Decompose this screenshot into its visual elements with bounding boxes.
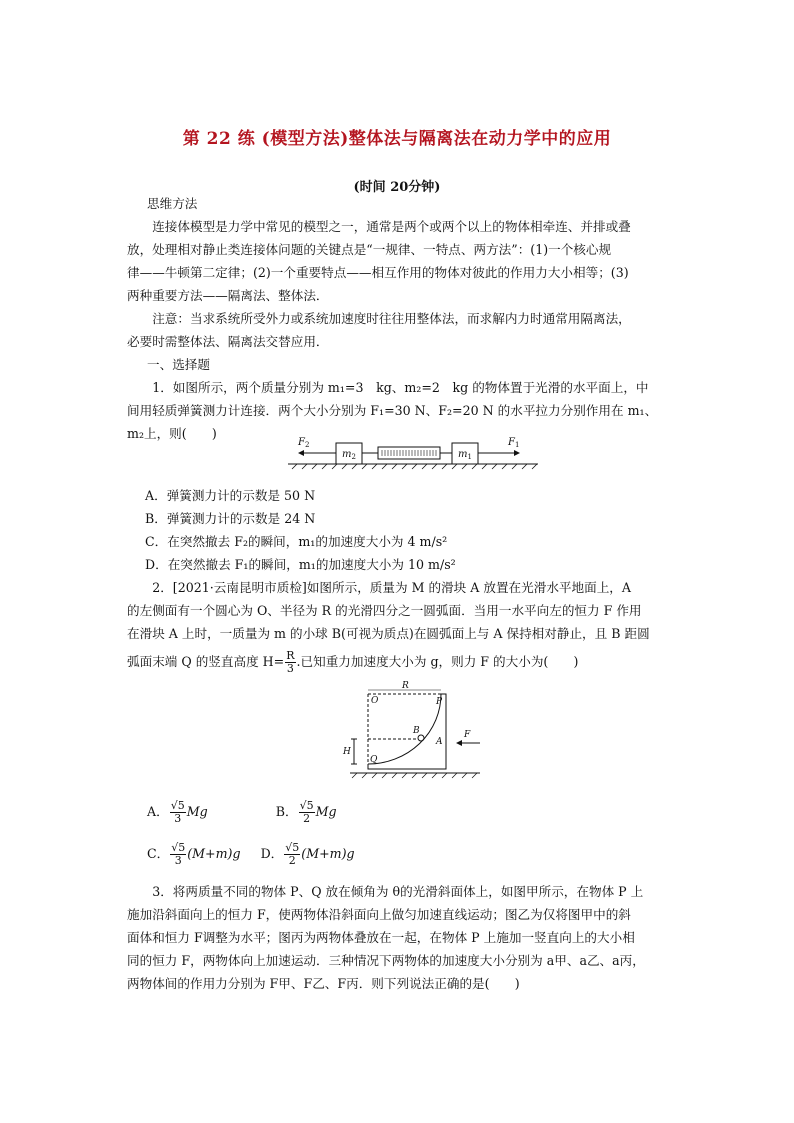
svg-text:F1	[507, 437, 519, 449]
q2-line4-a: 弧面末端 Q 的竖直高度 H=	[127, 654, 285, 669]
frac-num: √5	[285, 841, 300, 854]
q3-stem-line: 同的恒力 F，两物体向上加速运动．三种情况下两物体的加速度大小分别为 a甲、a乙、a丙，	[127, 953, 645, 968]
q2-options-row2	[147, 842, 355, 867]
q2-figure	[340, 681, 490, 781]
q2-line4-b: .已知重力加速度大小为 g，则力 F 的大小为( )	[296, 654, 579, 669]
label-a: A	[436, 737, 443, 747]
label-m1: m	[458, 449, 468, 460]
label-f1: F	[508, 437, 515, 448]
frac-num: √5	[170, 799, 185, 812]
label-p: P	[436, 697, 443, 707]
note-line: 注意：当求系统所受外力或系统加速度时往往用整体法，而求解内力时通常用隔离法，	[152, 311, 631, 326]
opt-expr: Mg	[315, 804, 337, 819]
q2-stem-line: 的左侧面有一个圆心为 O、半径为 R 的光滑四分之一圆弧面．当用一水平向左的恒力 F 作用	[127, 603, 642, 618]
label-f2: F	[298, 437, 305, 448]
intro-para-line: 两种重要方法——隔离法、整体法．	[127, 288, 329, 303]
frac-den: 2	[303, 812, 311, 825]
opt-label: D．	[260, 846, 284, 861]
svg-text:m2	[342, 449, 356, 461]
intro-section	[127, 192, 667, 445]
q2-option-d	[260, 841, 355, 867]
q3-stem-line: 3．将两质量不同的物体 P、Q 放在倾角为 θ的光滑斜面体上，如图甲所示，在物体 P 上	[152, 884, 644, 899]
opt-expr: (M+m)g	[187, 846, 241, 861]
q2-option-a	[147, 799, 208, 825]
opt-expr: (M+m)g	[301, 846, 355, 861]
frac-den: 2	[288, 854, 296, 867]
q3-stem-line: 施加沿斜面向上的恒力 F，使两物体沿斜面向上做匀加速直线运动；图乙为仅将图甲中的斜	[127, 907, 631, 922]
block-a-outline	[368, 694, 446, 769]
frac-den: 3	[174, 854, 182, 867]
q2-option-c	[147, 841, 241, 867]
q2-options-row1	[147, 800, 337, 825]
time-subtitle: (时间 20分钟)	[353, 180, 441, 195]
intro-para-line: 律——牛顿第二定律；(2)一个重要特点——相互作用的物体对彼此的作用力大小相等；(3)	[127, 265, 629, 280]
label-m2-sub: 2	[351, 453, 356, 461]
arc-surface	[368, 694, 441, 764]
frac-num: √5	[299, 799, 314, 812]
opt-expr: Mg	[186, 804, 208, 819]
q1-options	[127, 484, 667, 679]
fraction	[299, 800, 315, 825]
q3-stem-line: 面体和恒力 F调整为水平；图丙为两物体叠放在一起，在物体 P 上施加一竖直向上的大小相	[127, 930, 635, 945]
fraction	[284, 842, 300, 867]
frac-num: R	[286, 649, 295, 662]
label-f: F	[464, 730, 471, 740]
svg-text:m1	[458, 449, 472, 461]
q3-stem-line: 两物体间的作用力分别为 F甲、F乙、F丙．则下列说法正确的是( )	[127, 976, 520, 991]
frac-den: 3	[286, 662, 294, 675]
label-h: H	[343, 747, 351, 757]
opt-label: C．	[147, 846, 170, 861]
fraction-r-over-3	[285, 650, 295, 675]
ground-hatch	[292, 464, 537, 469]
q2-stem-line	[127, 645, 667, 679]
opt-label: B．	[275, 804, 298, 819]
note-line: 必要时需整体法、隔离法交替应用．	[127, 334, 329, 349]
intro-heading: 思维方法	[147, 196, 198, 211]
opt-label: A．	[147, 804, 169, 819]
q2-stem-line: 在滑块 A 上时，一质量为 m 的小球 B(可视为质点)在圆弧面上与 A 保持相对静止，且 B 距圆	[127, 626, 650, 641]
label-r: R	[402, 681, 409, 691]
label-f1-sub: 1	[514, 441, 520, 449]
frac-num: √5	[171, 841, 186, 854]
q1-stem-line: 间用轻质弹簧测力计连接．两个大小分别为 F₁=30 N、F₂=20 N 的水平拉力分别作用在 m₁、	[127, 403, 658, 418]
q1-option-c: C．在突然撤去 F₂的瞬间，m₁的加速度大小为 4 m/s²	[145, 534, 448, 549]
label-f2-sub: 2	[304, 441, 310, 449]
fraction	[170, 842, 186, 867]
q2-option-b	[275, 799, 337, 825]
label-m1-sub: 1	[467, 453, 472, 461]
label-q: Q	[370, 755, 378, 765]
label-b: B	[413, 726, 420, 736]
section-heading: 一、选择题	[147, 357, 210, 372]
q2-stem-line: 2．[2021·云南昆明市质检]如图所示，质量为 M 的滑块 A 放置在光滑水平地面上，A	[152, 580, 631, 595]
ground-hatch	[352, 773, 477, 778]
q1-option-b: B．弹簧测力计的示数是 24 N	[145, 511, 316, 526]
q3-section	[127, 880, 667, 995]
label-o: O	[371, 696, 379, 706]
q1-stem-line: 1．如图所示，两个质量分别为 m₁=3 kg、m₂=2 kg 的物体置于光滑的水平面上，中	[152, 380, 649, 395]
intro-para-line: 放，处理相对静止类连接体问题的关键点是“一规律、一特点、两方法”：(1)一个核心规	[127, 242, 612, 257]
svg-text:F2	[297, 437, 309, 449]
q1-option-a: A．弹簧测力计的示数是 50 N	[145, 488, 316, 503]
spring-scale-ticks	[382, 450, 436, 456]
fraction	[170, 800, 186, 825]
frac-den: 3	[174, 812, 182, 825]
q1-option-d: D．在突然撤去 F₁的瞬间，m₁的加速度大小为 10 m/s²	[145, 557, 456, 572]
page-title: 第 22 练 (模型方法)整体法与隔离法在动力学中的应用	[182, 129, 612, 149]
q1-figure	[288, 433, 538, 473]
intro-para-line: 连接体模型是力学中常见的模型之一，通常是两个或两个以上的物体相牵连、并排或叠	[152, 219, 631, 234]
q1-stem-line: m₂上，则( )	[127, 426, 217, 441]
label-m2: m	[342, 449, 352, 460]
